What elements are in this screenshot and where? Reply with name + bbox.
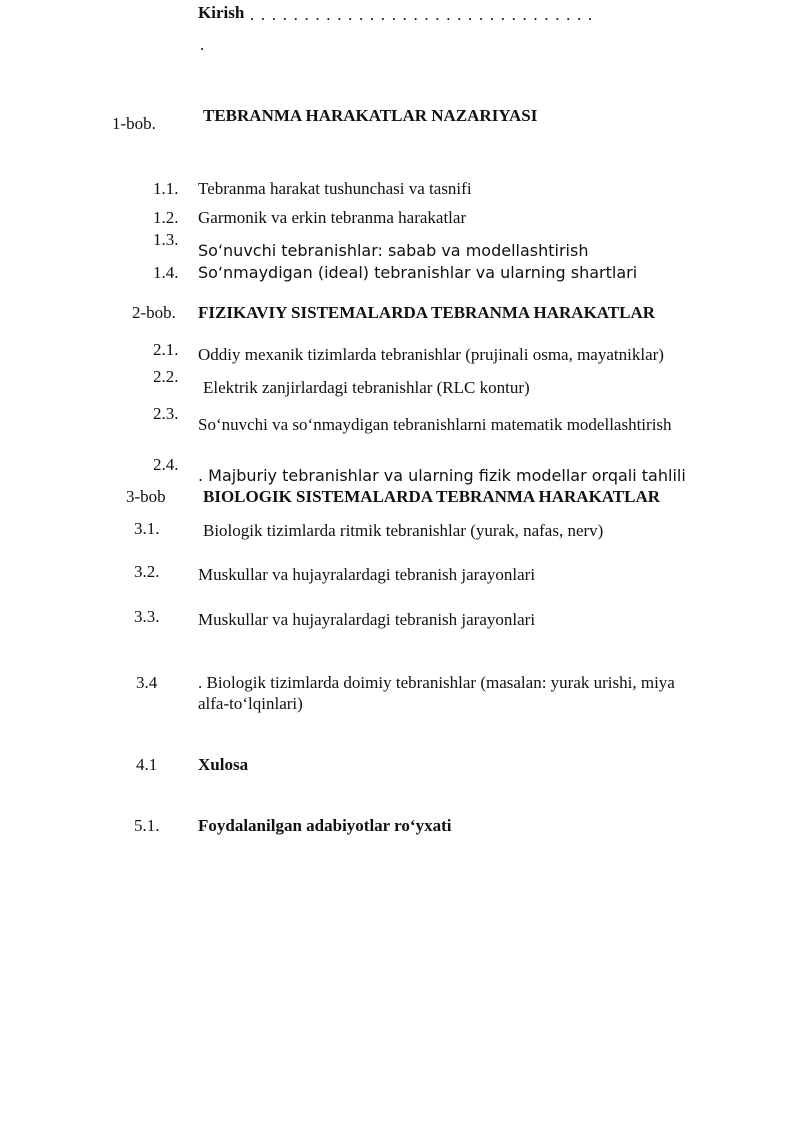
intro-dot-trailing: . — [200, 35, 205, 54]
toc-item-number: 1.3. — [153, 230, 179, 249]
chapter-2-number: 2-bob. — [132, 303, 176, 322]
toc-item-text: Oddiy mexanik tizimlarda tebranishlar (prujinali osma, mayatniklar) — [198, 345, 664, 364]
conclusion-title: Xulosa — [198, 755, 249, 774]
references-number: 5.1. — [134, 816, 160, 835]
references-title: Foydalanilgan adabiyotlar ro‘yxati — [198, 816, 452, 835]
toc-item-text: Biologik tizimlarda ritmik tebranishlar (yurak, nafas, nerv) — [203, 521, 604, 540]
toc-item-text: . Majburiy tebranishlar va ularning fizik modellar orqali tahlili — [198, 466, 686, 485]
chapter-2-title: FIZIKAVIY SISTEMALARDA TEBRANMA HARAKATLAR — [198, 303, 656, 322]
chapter-1-title: TEBRANMA HARAKATLAR NAZARIYASI — [203, 106, 538, 125]
toc-item-number: 1.2. — [153, 208, 179, 227]
toc-item-text: Elektrik zanjirlardagi tebranishlar (RLC kontur) — [203, 378, 530, 397]
toc-item-number: 3.4 — [136, 673, 158, 692]
toc-item-number: 3.2. — [134, 562, 160, 581]
toc-item-number: 1.1. — [153, 179, 179, 198]
chapter-3-title: BIOLOGIK SISTEMALARDA TEBRANMA HARAKATLAR — [203, 487, 661, 506]
toc-item-text: So‘nuvchi tebranishlar: sabab va modellashtirish — [198, 241, 589, 260]
toc-item-number: 1.4. — [153, 263, 179, 282]
chapter-1-number: 1-bob. — [112, 114, 156, 133]
conclusion-number: 4.1 — [136, 755, 158, 774]
chapter-3-number: 3-bob — [126, 487, 166, 506]
toc-item-number: 2.3. — [153, 404, 179, 423]
toc-item-number: 2.4. — [153, 455, 179, 474]
toc-item-text: Tebranma harakat tushunchasi va tasnifi — [198, 179, 472, 198]
toc-item-text: Garmonik va erkin tebranma harakatlar — [198, 208, 467, 227]
toc-item-text-continuation: alfa-to‘lqinlari) — [198, 694, 303, 713]
toc-item-text: So‘nmaydigan (ideal) tebranishlar va ularning shartlari — [198, 263, 638, 282]
intro-label: Kirish — [198, 3, 245, 22]
toc-item-number: 2.1. — [153, 340, 179, 359]
toc-item-text: Muskullar va hujayralardagi tebranish jarayonlari — [198, 610, 536, 629]
toc-item-number: 3.3. — [134, 607, 160, 626]
toc-item-text: So‘nuvchi va so‘nmaydigan tebranishlarni matematik modellashtirish — [198, 415, 672, 434]
toc-item-text: . Biologik tizimlarda doimiy tebranishlar (masalan: yurak urishi, miya — [198, 673, 675, 692]
toc-item-number: 3.1. — [134, 519, 160, 538]
intro-dot-leader: . . . . . . . . . . . . . . . . . . . . . . . . . . . . . . . . — [250, 5, 594, 24]
toc-item-text: Muskullar va hujayralardagi tebranish jarayonlari — [198, 565, 536, 584]
toc-item-number: 2.2. — [153, 367, 179, 386]
